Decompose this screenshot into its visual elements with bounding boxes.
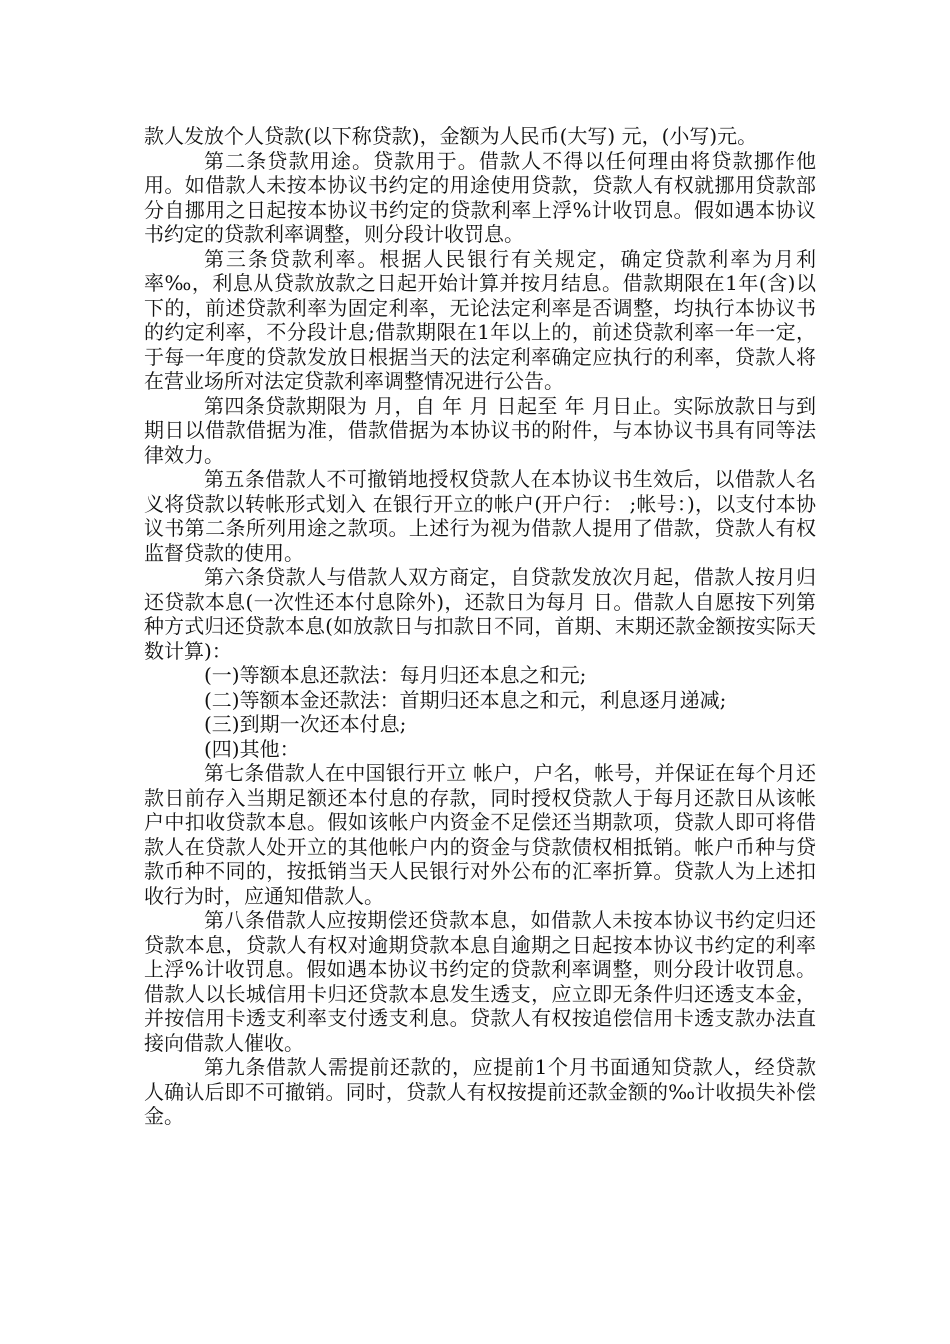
paragraph-continuation: 款人发放个人贷款(以下称贷款)，金额为人民币(大写) 元，(小写)元。 — [144, 124, 758, 148]
paragraph-option-4: (四)其他： — [204, 736, 300, 761]
paragraph-article-3: 第三条贷款利率。根据人民银行有关规定，确定贷款利率为月利率‰，利息从贷款放款之日起开始计算并按月结息。借款期限在1年(含)以下的，前述贷款利率为固定利率，无论法定利率是否调整，均执行本协议书的约定利率，不分段计息;借款期限在1年以上的，前述贷款利率一年一定，于每一年度的贷款发放日根据当天的法定利率确定应执行的利率，贷款人将在营业场所对法定贷款利率调整情况进行公告。 — [144, 246, 816, 393]
paragraph-option-3: (三)到期一次还本付息; — [204, 712, 407, 736]
paragraph-option-1: (一)等额本息还款法：每月归还本息之和元; — [204, 663, 587, 687]
paragraph-article-9: 第九条借款人需提前还款的，应提前1个月书面通知贷款人，经贷款人确认后即不可撤销。同时，贷款人有权按提前还款金额的‰计收损失补偿金。 — [144, 1055, 816, 1128]
paragraph-article-6: 第六条贷款人与借款人双方商定，自贷款发放次月起，借款人按月归还贷款本息(一次性还本付息除外)，还款日为每月 日。借款人自愿按下列第种方式归还贷款本息(如放款日与扣款日不同，首期、末期还款金额按实际天数计算)： — [144, 565, 816, 663]
paragraph-article-7: 第七条借款人在中国银行开立 帐户，户名，帐号，并保证在每个月还款日前存入当期足额还本付息的存款，同时授权贷款人于每月还款日从该帐户中扣收贷款本息。假如该帐户内资金不足偿还当期款项，贷款人即可将借款人在贷款人处开立的其他帐户内的资金与贷款债权相抵销。帐户币种与贷款币种不同的，按抵销当天人民银行对外公布的汇率折算。贷款人为上述扣收行为时，应通知借款人。 — [144, 761, 816, 908]
paragraph-article-4: 第四条贷款期限为 月，自 年 月 日起至 年 月日止。实际放款日与到期日以借款借据为准，借款借据为本协议书的附件，与本协议书具有同等法律效力。 — [144, 393, 816, 467]
document-body — [144, 124, 816, 1129]
paragraph-article-5: 第五条借款人不可撤销地授权贷款人在本协议书生效后，以借款人名义将贷款以转帐形式划入 在银行开立的帐户(开户行： ;帐号：)，以支付本协议书第二条所列用途之款项。上述行为视为借款人提用了借款，贷款人有权监督贷款的使用。 — [144, 467, 816, 565]
paragraph-option-2: (二)等额本金还款法：首期归还本息之和元，利息逐月递减; — [204, 687, 727, 712]
paragraph-article-8: 第八条借款人应按期偿还贷款本息，如借款人未按本协议书约定归还贷款本息，贷款人有权对逾期贷款本息自逾期之日起按本协议书约定的利率上浮%计收罚息。假如遇本协议书约定的贷款利率调整，则分段计收罚息。借款人以长城信用卡归还贷款本息发生透支，应立即无条件归还透支本金，并按信用卡透支利率支付透支利息。贷款人有权按追偿信用卡透支款办法直接向借款人催收。 — [144, 908, 816, 1055]
paragraph-article-2: 第二条贷款用途。贷款用于。借款人不得以任何理由将贷款挪作他用。如借款人未按本协议书约定的用途使用贷款，贷款人有权就挪用贷款部分自挪用之日起按本协议书约定的贷款利率上浮%计收罚息。假如遇本协议书约定的贷款利率调整，则分段计收罚息。 — [144, 148, 816, 246]
